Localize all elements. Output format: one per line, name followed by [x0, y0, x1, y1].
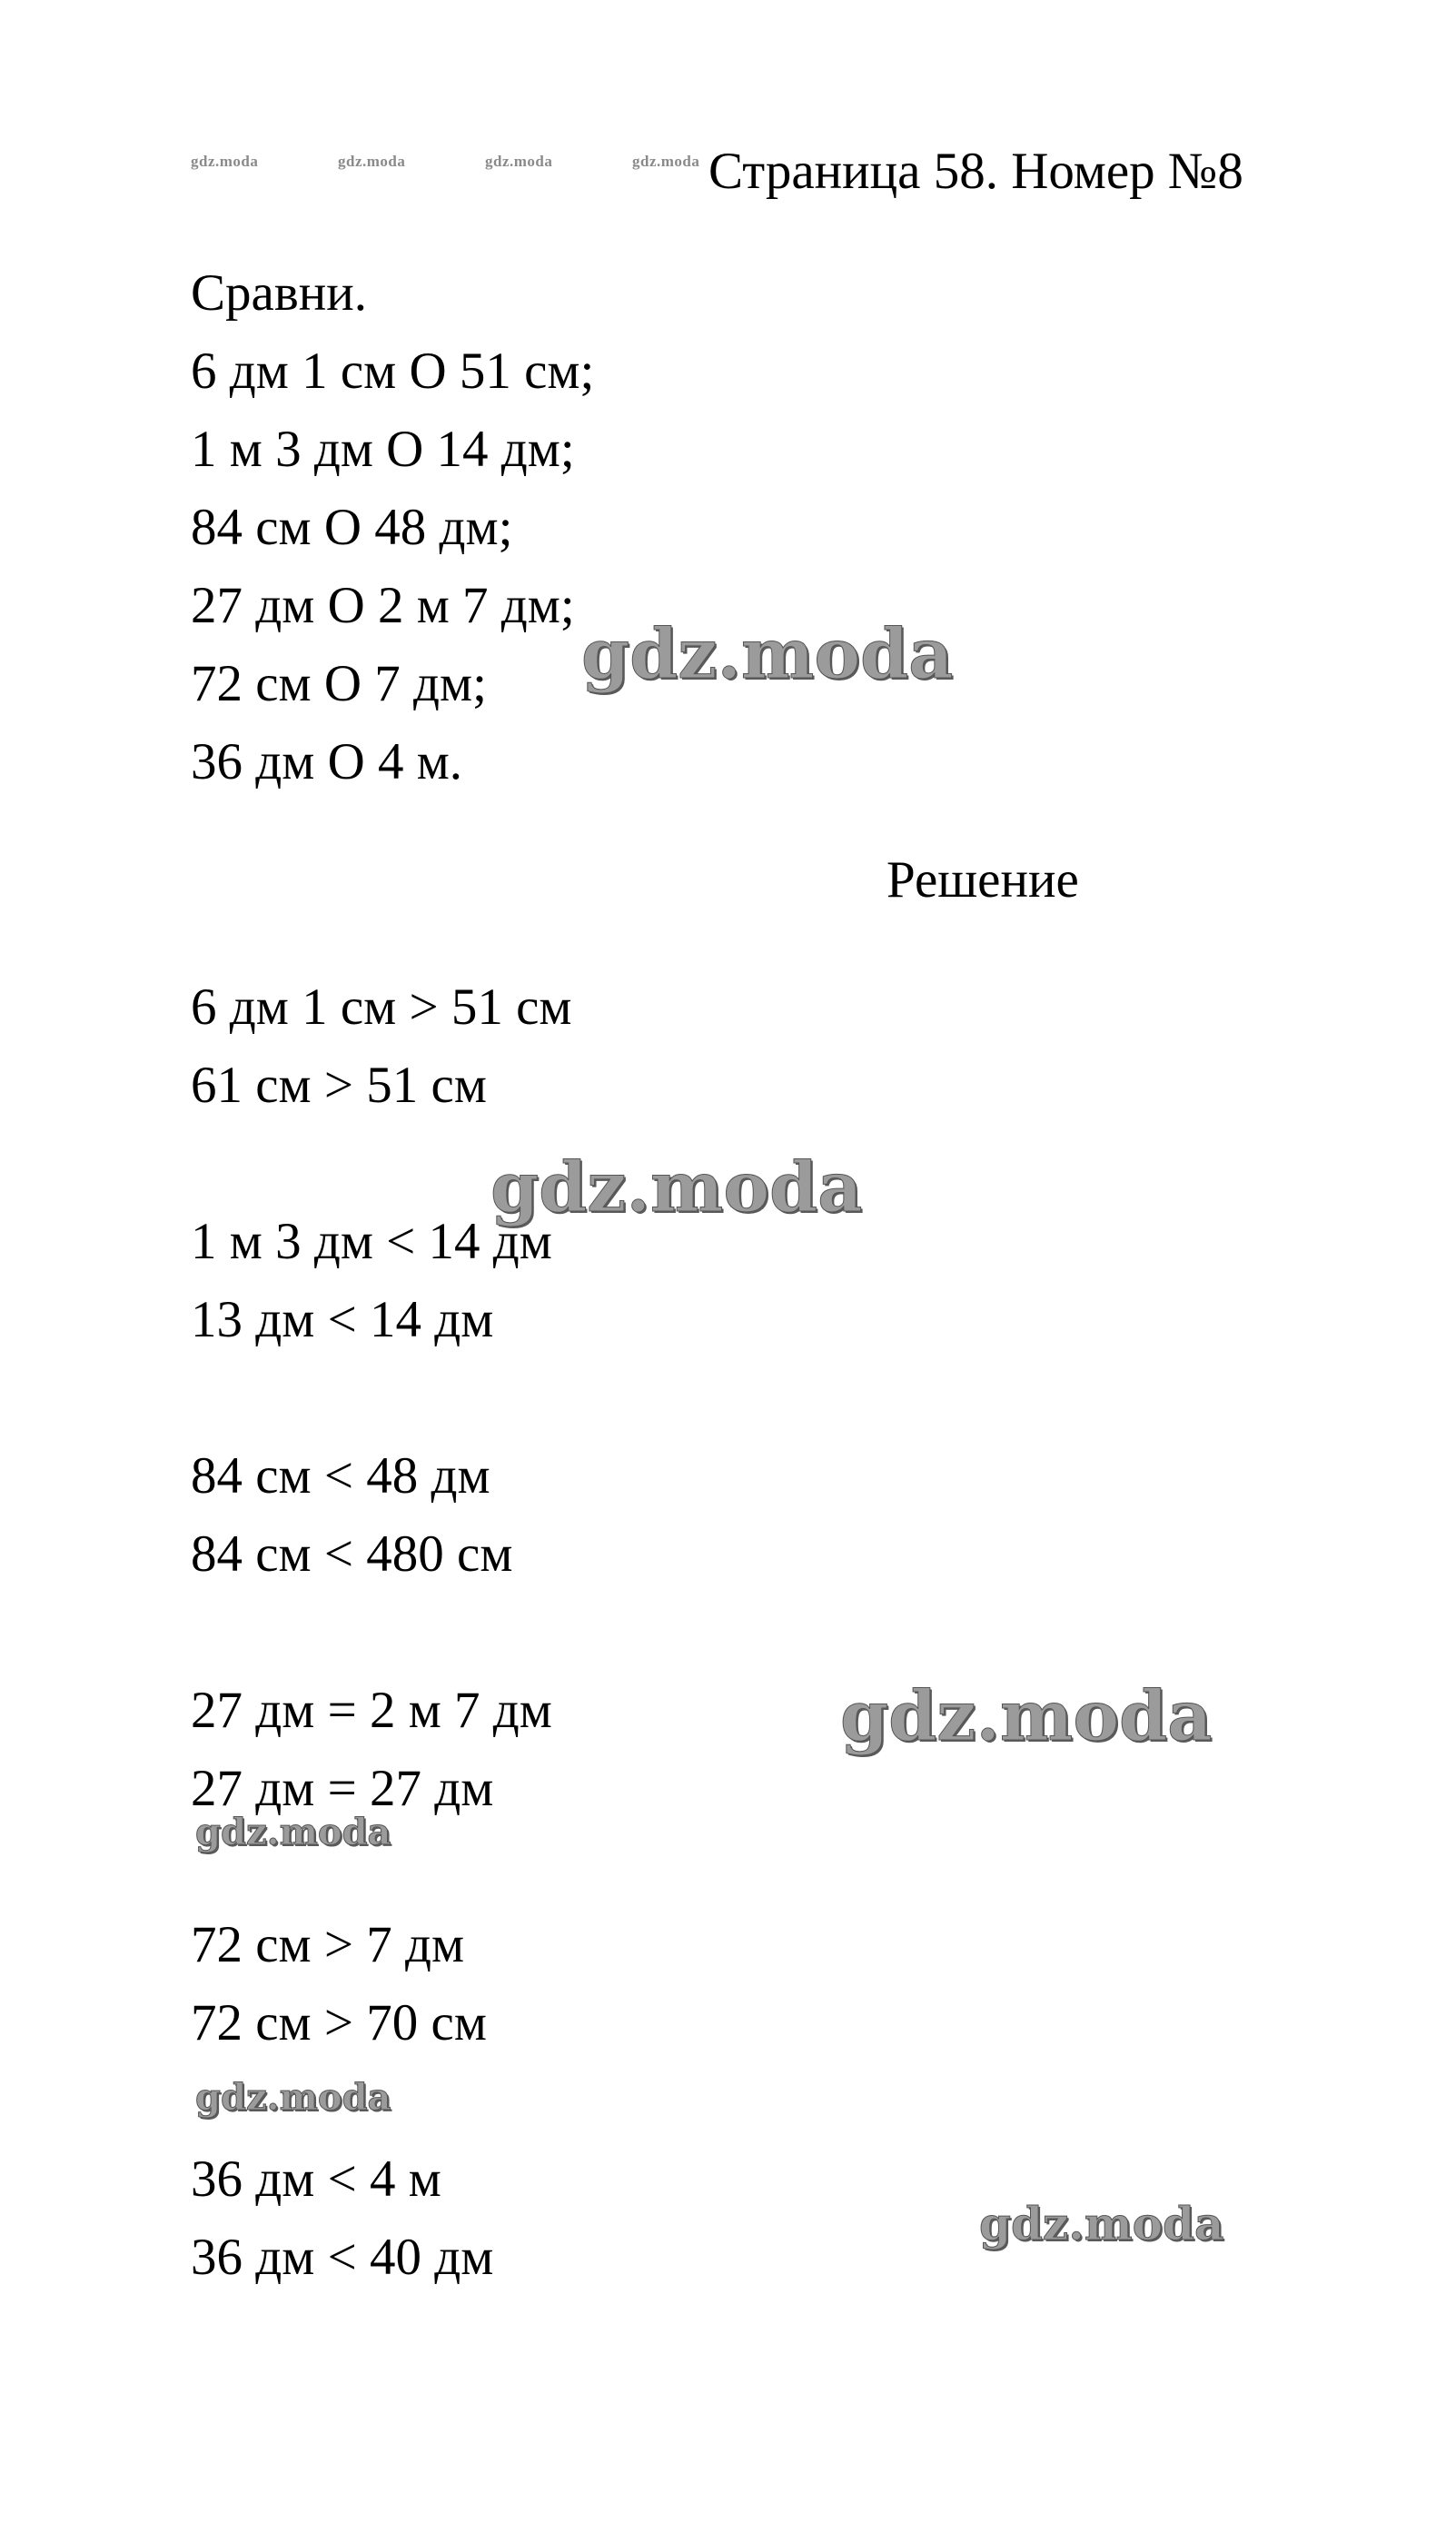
header-watermark: gdz.moda — [632, 153, 700, 170]
watermark: gdz.moda — [979, 2197, 1224, 2250]
page-title: Страница 58. Номер №8 — [708, 143, 1243, 200]
task-line: 6 дм 1 см О 51 см; — [191, 343, 595, 400]
header-watermark: gdz.moda — [338, 153, 406, 170]
solution-line: 84 см < 480 см — [191, 1525, 513, 1583]
header-watermark: gdz.moda — [191, 153, 259, 170]
watermark: gdz.moda — [490, 1147, 863, 1227]
solution-line: 72 см > 7 дм — [191, 1916, 465, 1973]
solution-line: 27 дм = 2 м 7 дм — [191, 1682, 552, 1739]
watermark: gdz.moda — [195, 1811, 391, 1853]
solution-line: 1 м 3 дм < 14 дм — [191, 1213, 552, 1270]
solution-line: 6 дм 1 см > 51 см — [191, 978, 572, 1036]
task-line: 84 см О 48 дм; — [191, 499, 513, 556]
watermark: gdz.moda — [195, 2076, 391, 2119]
watermark: gdz.moda — [581, 613, 954, 694]
solution-line: 84 см < 48 дм — [191, 1447, 490, 1505]
solution-line: 36 дм < 40 дм — [191, 2229, 494, 2286]
solution-line: 61 см > 51 см — [191, 1057, 487, 1114]
watermark: gdz.moda — [840, 1675, 1213, 1756]
solution-line: 27 дм = 27 дм — [191, 1760, 494, 1817]
solution-line: 36 дм < 4 м — [191, 2151, 441, 2208]
header-watermark: gdz.moda — [485, 153, 553, 170]
solution-line: 13 дм < 14 дм — [191, 1291, 494, 1348]
task-heading: Сравни. — [191, 264, 367, 322]
solution-heading: Решение — [886, 851, 1079, 909]
task-line: 36 дм О 4 м. — [191, 733, 463, 790]
solution-line: 72 см > 70 см — [191, 1994, 487, 2051]
task-line: 72 см О 7 дм; — [191, 655, 487, 712]
task-line: 27 дм О 2 м 7 дм; — [191, 577, 575, 634]
task-line: 1 м 3 дм О 14 дм; — [191, 421, 575, 478]
